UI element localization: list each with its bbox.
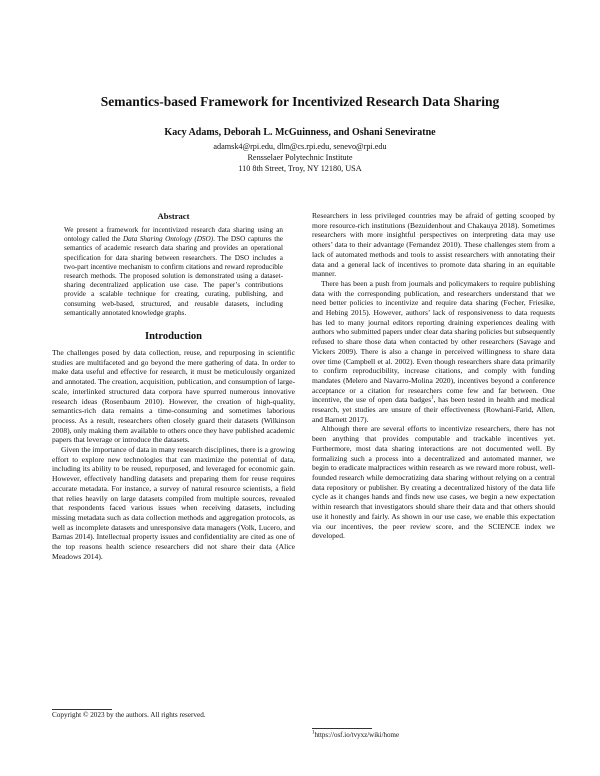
right-column-body bbox=[312, 211, 555, 541]
paper-title: Semantics-based Framework for Incentivized Research Data Sharing bbox=[100, 94, 500, 109]
intro-paragraph-2: Given the importance of data in many research disciplines, there is a growing effort to explore new technologies that can maximize the potential of data, including its ability to be reused, repurposed, and leveraged for economic gain. However, effectively handling datasets and preparing them for reuse requires accurate metadata. For instance, a survey of natural resource scientists, a field that relies heavily on large datasets compiled from multiple sources, revealed that respondents faced various issues when receiving datasets, including missing metadata such as data collection methods and aggregation protocols, as well as incomplete datasets and unresponsive data managers (Volk, Lucero, and Barnas 2014). Intellectual property issues and confidentiality are cited as one of the top reasons health science researchers did not share their data (Alice Meadows 2014). bbox=[52, 445, 295, 561]
copyright-notice: Copyright © 2023 by the authors. All rights reserved. bbox=[52, 711, 206, 719]
right-paragraph-1: Researchers in less privileged countries may be afraid of getting scooped by more resource-rich institutions (Bezuidenhout and Chakauya 2018). Sometimes researchers with more insightful perspectives on interpreting data may use others’ data to their advantage (Fernandez 2010). These challenges stem from a lack of automated methods and tools to assist researchers with annotating their data and a general lack of incentives to promote data sharing in an equitable manner. bbox=[312, 211, 555, 279]
footnote-rule bbox=[312, 728, 372, 729]
abstract-text-start: We present a framework for incentivized research data sharing using an ontology called the bbox=[64, 226, 283, 244]
introduction-body bbox=[52, 348, 295, 561]
footnote bbox=[312, 731, 555, 739]
abstract-text-end: . The DSO captures the semantics of academic research data sharing and provides an operational specification for data sharing between researchers. The DSO includes a two-part incentive mechanism to confirm citations and reward reproducible research methods. The proposed solution is demonstrated using a dataset-sharing decentralized application use case. The paper’s contributions provide a scalable technique for creating, curating, publishing, and consuming web-based, structured, and reusable datasets, including semantically annotated knowledge graphs. bbox=[64, 235, 283, 317]
address: 110 8th Street, Troy, NY 12180, USA bbox=[238, 164, 362, 173]
right-paragraph-2-start: There has been a push from journals and policymakers to require publishing data with the corresponding publication, and researchers understand that we need better policies to incentivize and require data sharing (Fecher, Friesike, and Hebing 2015). However, authors’ lack of responsiveness to data requests has led to many journal editors reporting draining experiences dealing with authors who submitted papers under clear data sharing policies but subsequently refused to share those data when contacted by other researchers (Savage and Vickers 2009). There is also a change in perceived willingness to share data over time (Campbell et al. 2002). Even though researchers share data primarily to confirm reproducibility, increase citations, and comply with funding mandates (Melero and Navarro-Molina 2020), incentives beyond a conference acceptance or a citation for researchers come few and far between. One incentive, the use of open data badges bbox=[312, 278, 555, 405]
footnote-link[interactable]: https://osf.io/tvyxz/wiki/home bbox=[314, 731, 400, 739]
right-paragraph-2 bbox=[312, 279, 555, 425]
institution: Rensselaer Polytechnic Institute bbox=[247, 153, 353, 162]
author-emails: adamsk4@rpi.edu, dlm@cs.rpi.edu, senevo@rpi.edu bbox=[213, 142, 387, 151]
right-paragraph-2-end: , has been tested in health and medical research, yet studies are unsure of their effectiveness (Rowhani-Farid, Allen, and Barnett 2017). bbox=[312, 395, 555, 424]
footnote-number: 1 bbox=[312, 730, 315, 736]
introduction-heading: Introduction bbox=[145, 331, 202, 342]
abstract-heading: Abstract bbox=[157, 211, 190, 221]
copyright-rule bbox=[52, 709, 112, 710]
affiliation-block bbox=[0, 141, 600, 174]
footnote-marker: 1 bbox=[431, 395, 434, 401]
abstract-text bbox=[64, 226, 283, 318]
abstract-ontology-name: Data Sharing Ontology (DSO) bbox=[122, 235, 214, 244]
right-paragraph-3: Although there are several efforts to incentivize researchers, there has not been anything that provides computable and trackable incentives yet. Furthermore, most data sharing interactions are not documented well. By formalizing such a process into a decentralized and automated manner, we begin to eradicate malpractices within research as we reward more robust, well-founded research while democratizing data sharing without relying on a central data repository or publisher. By creating a decentralized history of the data life cycle as it changes hands and finds new use cases, we begin a new expectation within research that investigators should share their data and that others should use it honestly and fairly. As shown in our use case, we enable this expectation via our incentives, the peer review score, and the SCIENCE index we developed. bbox=[312, 424, 555, 541]
author-list: Kacy Adams, Deborah L. McGuinness, and Oshani Seneviratne bbox=[164, 127, 436, 138]
intro-paragraph-1: The challenges posed by data collection, reuse, and repurposing in scientific studies are multifaceted and go beyond the mere gathering of data. In order to make data useful and effective for research, it must be meticulously organized and annotated. The creation, acquisition, publication, and consumption of large-scale, interlinked structured data corpora have spurred numerous innovative research ideas (Rosenbaum 2010). However, the creation of high-quality, semantics-rich data remains a time-consuming and sometimes laborious process. As a result, researchers often closely guard their datasets (Wilkinson 2008), only making them available to others once they have published academic papers that leverage or introduce the datasets. bbox=[52, 348, 295, 445]
